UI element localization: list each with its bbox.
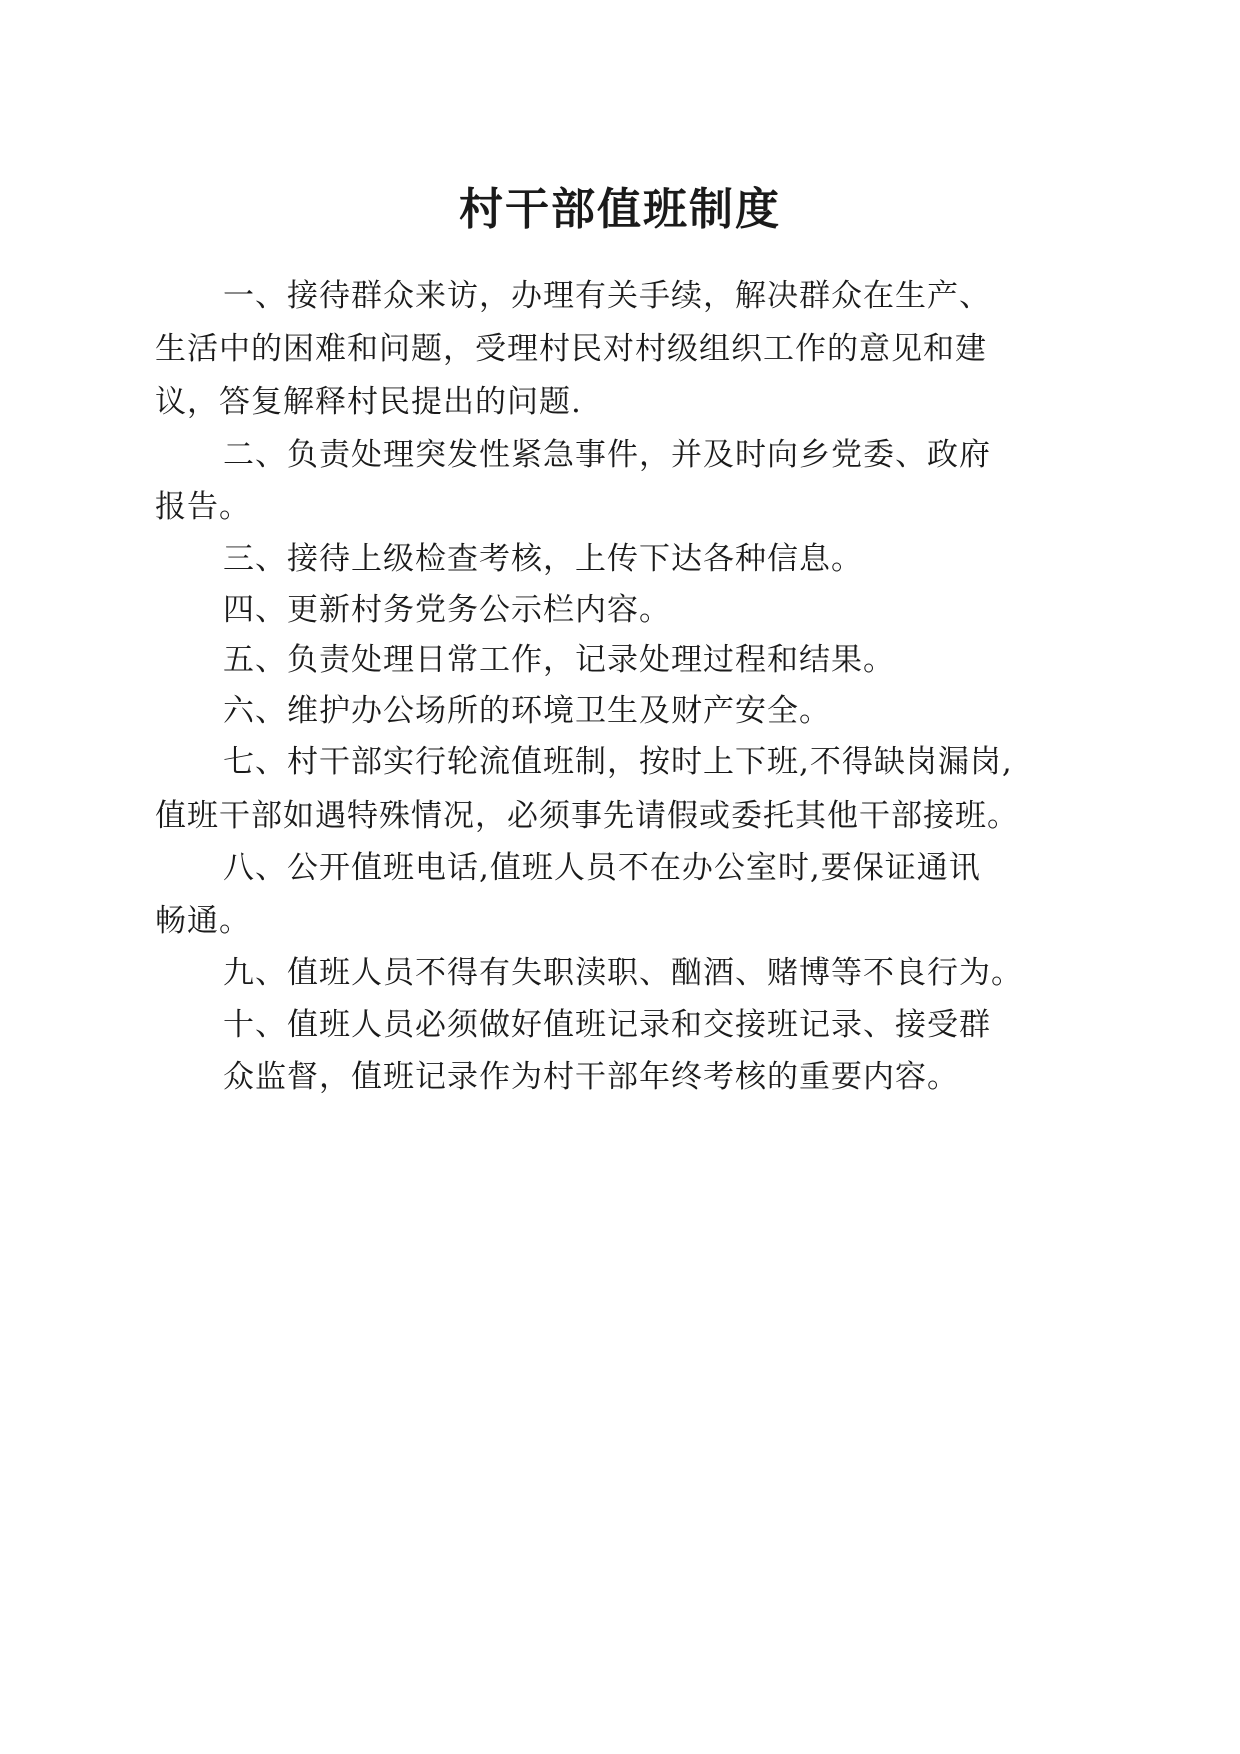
rule-9: 九、值班人员不得有失职渎职、酗酒、赌博等不良行为。 <box>223 955 1023 991</box>
document-title: 村干部值班制度 <box>459 184 781 235</box>
rule-2-line-2: 报告。 <box>155 489 251 525</box>
rule-1-line-2: 生活中的困难和问题，受理村民对村级组织工作的意见和建 <box>155 331 987 367</box>
rule-10-line-2: 众监督，值班记录作为村干部年终考核的重要内容。 <box>223 1059 959 1095</box>
rule-7-line-1: 七、村干部实行轮流值班制，按时上下班,不得缺岗漏岗, <box>223 744 1013 780</box>
rule-6: 六、维护办公场所的环境卫生及财产安全。 <box>223 693 831 729</box>
rule-8-line-2: 畅通。 <box>155 903 251 939</box>
rule-7-line-2: 值班干部如遇特殊情况，必须事先请假或委托其他干部接班。 <box>155 798 1019 834</box>
rule-5: 五、负责处理日常工作，记录处理过程和结果。 <box>223 642 895 678</box>
rule-4: 四、更新村务党务公示栏内容。 <box>223 592 671 628</box>
rule-8-line-1: 八、公开值班电话,值班人员不在办公室时,要保证通讯 <box>223 850 981 886</box>
rule-10-line-1: 十、值班人员必须做好值班记录和交接班记录、接受群 <box>223 1007 991 1043</box>
rule-3: 三、接待上级检查考核，上传下达各种信息。 <box>223 541 863 577</box>
rule-1-line-1: 一、接待群众来访，办理有关手续，解决群众在生产、 <box>223 278 991 314</box>
rule-2-line-1: 二、负责处理突发性紧急事件，并及时向乡党委、政府 <box>223 437 991 473</box>
rule-1-line-3: 议，答复解释村民提出的问题. <box>155 384 582 420</box>
